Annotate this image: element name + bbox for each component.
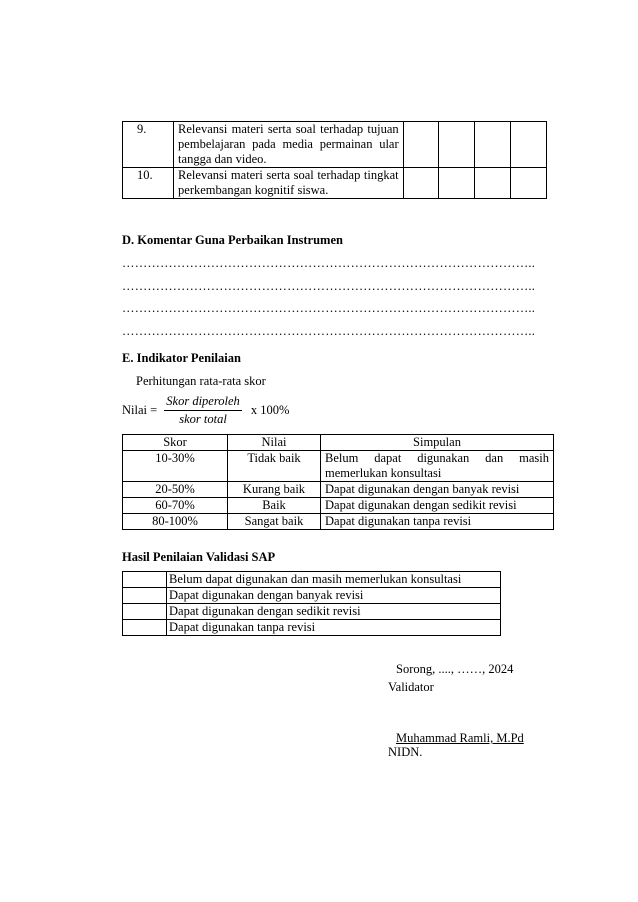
- section-e-heading: E. Indikator Penilaian: [122, 351, 241, 365]
- header-nilai: Nilai: [228, 435, 321, 451]
- cell-nilai: Sangat baik: [228, 514, 321, 530]
- formula-lhs: Nilai =: [122, 403, 158, 417]
- checkbox-cell[interactable]: [123, 604, 167, 620]
- comment-line[interactable]: ……………………………………………………………………………………..: [122, 279, 536, 293]
- header-simpulan: Simpulan: [321, 435, 554, 451]
- rating-cell[interactable]: [439, 122, 475, 168]
- rating-cell[interactable]: [403, 122, 439, 168]
- validation-result-table: [122, 571, 501, 636]
- criterion-text: Relevansi materi serta soal terhadap tujuan pembelajaran pada media permainan ular tangga dan video.: [174, 122, 404, 168]
- cell-skor: 20-50%: [123, 482, 228, 498]
- table-row: [123, 451, 554, 482]
- validator-name: Muhammad Ramli, M.Pd: [396, 731, 524, 745]
- table-row: [123, 122, 547, 168]
- table-row: [123, 514, 554, 530]
- table-row: [123, 482, 554, 498]
- cell-simpulan: Dapat digunakan tanpa revisi: [321, 514, 554, 530]
- cell-nilai: Tidak baik: [228, 451, 321, 482]
- rating-cell[interactable]: [511, 168, 547, 199]
- comment-line[interactable]: ……………………………………………………………………………………..: [122, 324, 536, 338]
- validator-label: Validator: [388, 680, 434, 694]
- indicator-table: [122, 434, 554, 530]
- cell-simpulan: Dapat digunakan dengan sedikit revisi: [321, 498, 554, 514]
- checkbox-cell[interactable]: [123, 572, 167, 588]
- cell-nilai: Kurang baik: [228, 482, 321, 498]
- cell-skor: 80-100%: [123, 514, 228, 530]
- rating-cell[interactable]: [511, 122, 547, 168]
- cell-nilai: Baik: [228, 498, 321, 514]
- table-row: [123, 620, 501, 636]
- table-row: [123, 572, 501, 588]
- rating-cell[interactable]: [475, 122, 511, 168]
- formula-denominator: skor total: [179, 412, 227, 426]
- option-label: Dapat digunakan dengan banyak revisi: [167, 588, 501, 604]
- formula-rhs: x 100%: [250, 403, 290, 417]
- table-row: [123, 498, 554, 514]
- table-header-row: [123, 435, 554, 451]
- comment-line[interactable]: ……………………………………………………………………………………..: [122, 301, 536, 315]
- criteria-table: [122, 121, 547, 199]
- formula-fraction: [164, 394, 241, 427]
- place-date: Sorong, ...., ……, 2024: [396, 662, 514, 676]
- formula-subtitle: Perhitungan rata-rata skor: [136, 374, 266, 388]
- hasil-heading: Hasil Penilaian Validasi SAP: [122, 550, 276, 564]
- comment-line[interactable]: ……………………………………………………………………………………..: [122, 256, 536, 270]
- header-skor: Skor: [123, 435, 228, 451]
- rating-cell[interactable]: [439, 168, 475, 199]
- table-row: [123, 604, 501, 620]
- rating-cell[interactable]: [403, 168, 439, 199]
- score-formula: [122, 394, 289, 427]
- cell-simpulan: Dapat digunakan dengan banyak revisi: [321, 482, 554, 498]
- rating-cell[interactable]: [475, 168, 511, 199]
- checkbox-cell[interactable]: [123, 588, 167, 604]
- cell-simpulan: Belum dapat digunakan dan masih memerlukan konsultasi: [321, 451, 554, 482]
- checkbox-cell[interactable]: [123, 620, 167, 636]
- criterion-text: Relevansi materi serta soal terhadap tingkat perkembangan kognitif siswa.: [174, 168, 404, 199]
- nidn-label: NIDN.: [388, 745, 423, 759]
- section-d-heading: D. Komentar Guna Perbaikan Instrumen: [122, 233, 343, 247]
- row-number: 9.: [123, 122, 174, 168]
- option-label: Belum dapat digunakan dan masih memerlukan konsultasi: [167, 572, 501, 588]
- row-number: 10.: [123, 168, 174, 199]
- cell-skor: 60-70%: [123, 498, 228, 514]
- option-label: Dapat digunakan dengan sedikit revisi: [167, 604, 501, 620]
- table-row: [123, 588, 501, 604]
- formula-numerator: Skor diperoleh: [164, 394, 241, 411]
- option-label: Dapat digunakan tanpa revisi: [167, 620, 501, 636]
- table-row: [123, 168, 547, 199]
- cell-skor: 10-30%: [123, 451, 228, 482]
